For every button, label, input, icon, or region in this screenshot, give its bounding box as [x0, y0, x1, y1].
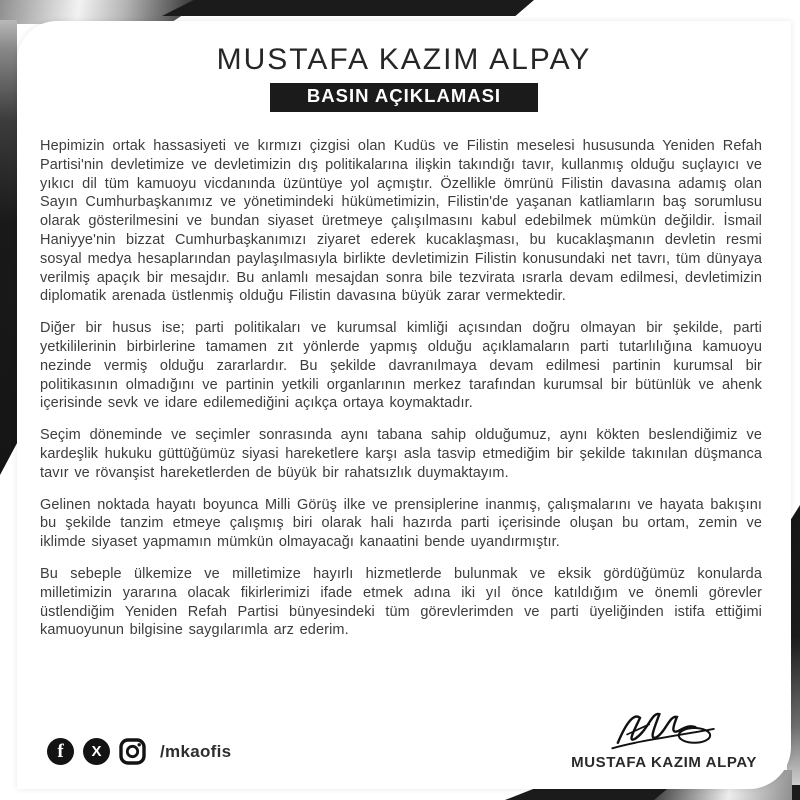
- gradient-ribbon-left-edge: [0, 20, 17, 475]
- press-paragraph: Seçim döneminde ve seçimler sonrasında aynı tabana sahip olduğumuz, aynı kökten beslendiğimiz ve kardeşlik hukuku güttüğümüz siyasi hareketlere karşı asla tasvip etmediğim bir şekilde takınılan düşmanca tavır ve rövanşist hareketlerden de büyük bir rahatsızlık duymaktayım.: [40, 427, 762, 481]
- press-release-body: [40, 137, 762, 640]
- press-paragraph: Hepimizin ortak hassasiyeti ve kırmızı çizgisi olan Kudüs ve Filistin meselesi hususunda Yeniden Refah Partisi'nin devletimize ve devletimizin dış politikalarına ilişkin takındığı tavır, kullanmış olduğu suçlayıcı ve yıkıcı dil tüm kamuoyu vicdanında üzüntüye yol açmıştır. Özellikle ömrünü Filistin davasına adamış olan Sayın Cumhurbaşkanımız ve yönetimindeki hükümetimizin, Filistin'de yaşanan katliamların baş sorumlusu olarak gösterilmesini ve bundan siyaset üretmeye çalışılmasını kabul edebilmek mümkün değildir. İsmail Haniyye'nin bizzat Cumhurbaşkanımızı ziyaret ederek kucaklaşması, bu kucaklaşmanın devletin resmi sosyal medya hesaplarından paylaşılmasıyla birlikte devletimizin Filistin konusundaki net tavrı, tüm dünyaya verilmiş apaçık bir mesajdır. Bu anlamlı mesajdan sonra bile tezvirata ısrarla devam edilmesi, devletimizin diplomatik arenada üstlenmiş olduğu Filistin davasına büyük zarar vermektedir.: [40, 138, 762, 305]
- signatory-name: MUSTAFA KAZIM ALPAY: [571, 754, 757, 771]
- social-links-row: [47, 738, 231, 765]
- press-paragraph: Gelinen noktada hayatı boyunca Milli Görüş ilke ve prensiplerine inanmış, çalışmalarını ve hayata bakışını bu şekilde tanzim etmeye çalışmış biri olarak hali hazırda parti içerisinde oluşan bu ortam, zemin ve iklimde siyaset yapmamın mümkün olmayacağı kanaatini bende uyandırmıştır.: [40, 496, 762, 551]
- x-twitter-icon[interactable]: X: [83, 738, 110, 765]
- press-paragraph: Diğer bir husus ise; parti politikaları ve kurumsal kimliği açısından doğru olmayan bir şekilde, parti yetkililerinin birbirlerine tamamen zıt yönlerde yapmış olduğu açıklamaların parti tutarlılığına kamuoyu nezinde vermiş olduğu zararlardır. Bu şekilde davranılmaya devam edilmesi partinin kurumsal bir politikasının olmadığını ve partinin yetkili organlarının merkez tarafından kurumsal bir bütünlük ve ahenk içerisinde sevk ve idare edilemediğini açıkça ortaya koymaktadır.: [40, 320, 762, 412]
- social-handle: /mkaofis: [160, 741, 232, 761]
- handwritten-signature-icon: [605, 704, 723, 752]
- card-footer: [47, 704, 765, 771]
- page-title: MUSTAFA KAZIM ALPAY: [216, 43, 592, 76]
- instagram-icon[interactable]: [119, 738, 146, 765]
- press-paragraph: Bu sebeple ülkemize ve milletimize hayırlı hizmetlerde bulunmak ve eksik gördüğümüz konularda milletimizin yararına olacak fikirlerimizi ifade etmek adına iki yıl önce katıldığım ve önemli görevler üstlendiğim Yeniden Refah Partisi bünyesindeki tüm görevlerimden ve parti üyeliğinden istifa ettiğimi kamuoyunun bilgisine saygılarımla arz ederim.: [40, 565, 762, 639]
- black-band-top: [162, 0, 534, 16]
- card-header: [17, 21, 791, 112]
- signature-block: [571, 704, 757, 771]
- press-release-card: [17, 21, 791, 789]
- press-release-badge: BASIN AÇIKLAMASI: [270, 83, 538, 112]
- facebook-icon[interactable]: f: [47, 738, 74, 765]
